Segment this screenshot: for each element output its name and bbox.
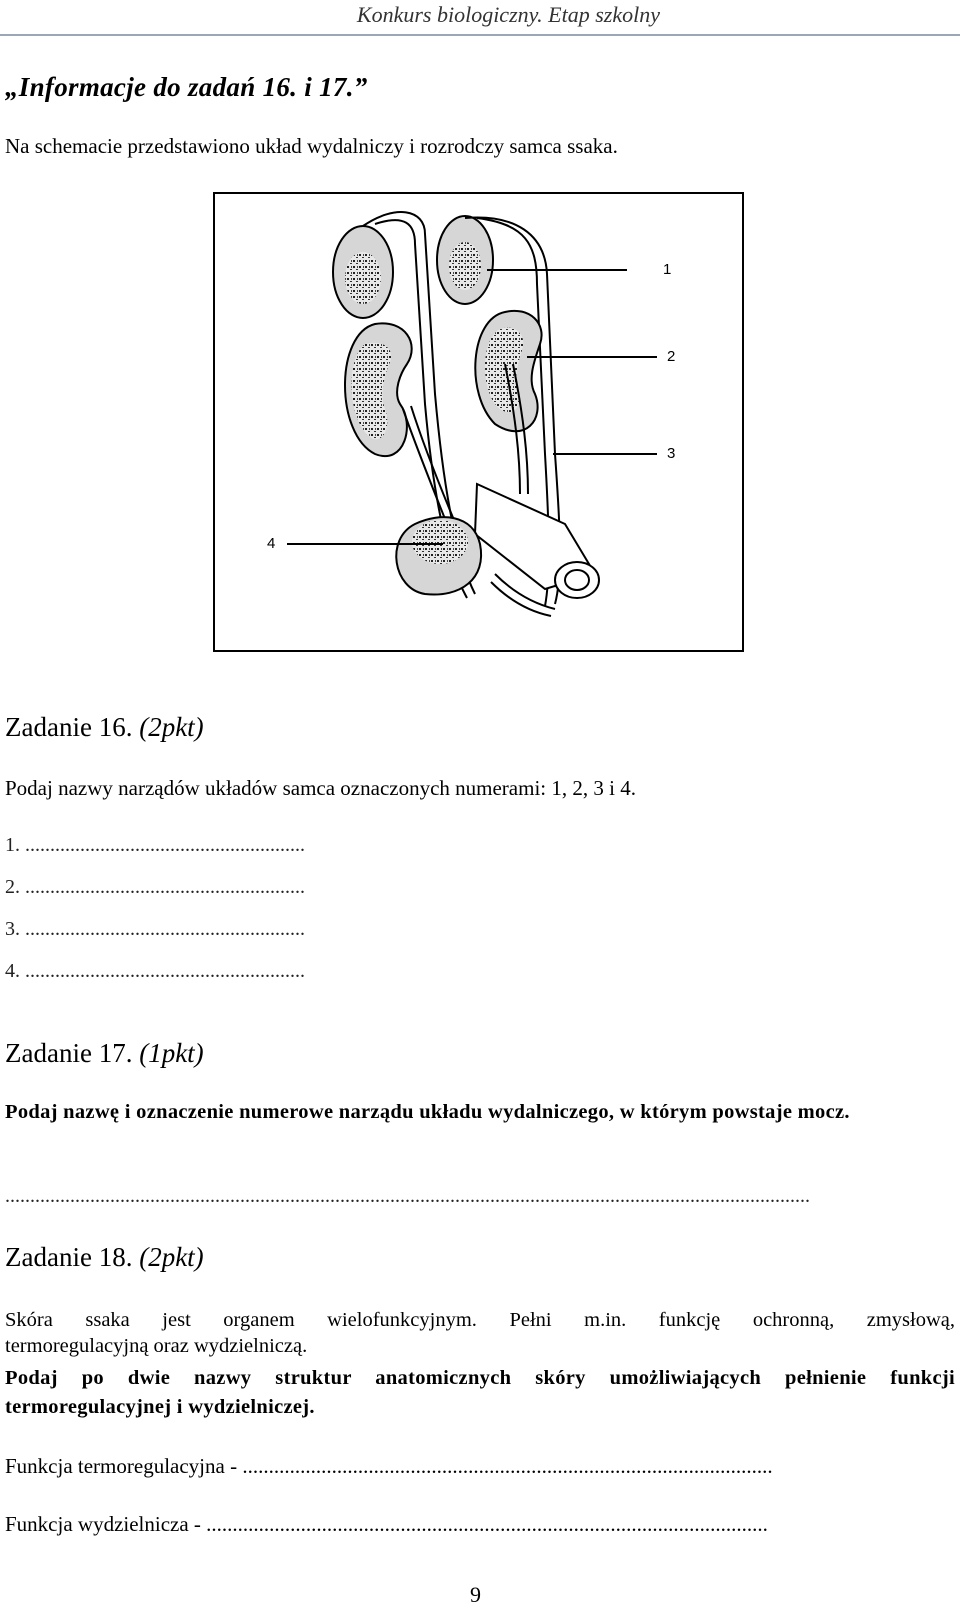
task17-answer[interactable]: ................................................................................................................................................................. <box>5 1185 810 1207</box>
task16-points: (2pkt) <box>139 712 204 742</box>
task16-answer-2[interactable]: 2. ........................................................ <box>5 876 305 898</box>
task16-title <box>5 712 204 743</box>
page-number: 9 <box>470 1582 481 1607</box>
task18-field-secretion[interactable]: Funkcja wydzielnicza - ........................................................................................................... <box>5 1512 768 1536</box>
task16-answer-1[interactable]: 1. ........................................................ <box>5 834 305 856</box>
anatomy-figure <box>213 192 744 652</box>
figure-label-4: 4 <box>267 535 276 552</box>
task17-title <box>5 1038 204 1069</box>
task18-field-thermoregulation[interactable]: Funkcja termoregulacyjna - ..................................................................................................... <box>5 1454 773 1478</box>
intro-text: Na schemacie przedstawiono układ wydalniczy i rozrodczy samca ssaka. <box>5 134 618 158</box>
task16-title-text: Zadanie 16. <box>5 712 140 742</box>
task17-points: (1pkt) <box>139 1038 204 1068</box>
page-header <box>0 0 960 36</box>
figure-label-2: 2 <box>667 348 676 365</box>
task18-paragraph-line1: Skóra ssaka jest organem wielofunkcyjnym. Pełni m.in. funkcję ochronną, zmysłową, <box>5 1309 955 1331</box>
task16-answer-3[interactable]: 3. ........................................................ <box>5 918 305 940</box>
task18-points: (2pkt) <box>139 1242 204 1272</box>
anatomy-diagram <box>215 194 742 650</box>
header-title: Konkurs biologiczny. Etap szkolny <box>356 2 660 27</box>
info-title: „Informacje do zadań 16. i 17.” <box>5 72 368 102</box>
figure-label-3: 3 <box>667 445 676 462</box>
figure-label-1: 1 <box>663 261 672 278</box>
task18-question: Podaj po dwie nazwy struktur anatomicznych skóry umożliwiających pełnienie funkcji termoregulacyjnej i wydzielniczej. <box>5 1367 955 1418</box>
task18-paragraph-line2: termoregulacyjną oraz wydzielniczą. <box>5 1335 308 1357</box>
task18-title <box>5 1242 204 1273</box>
task17-question: Podaj nazwę i oznaczenie numerowe narządu układu wydalniczego, w którym powstaje mocz. <box>5 1101 850 1123</box>
task17-title-text: Zadanie 17. <box>5 1038 140 1068</box>
task16-answer-4[interactable]: 4. ........................................................ <box>5 960 305 982</box>
task16-question: Podaj nazwy narządów układów samca oznaczonych numerami: 1, 2, 3 i 4. <box>5 776 636 800</box>
task18-title-text: Zadanie 18. <box>5 1242 140 1272</box>
